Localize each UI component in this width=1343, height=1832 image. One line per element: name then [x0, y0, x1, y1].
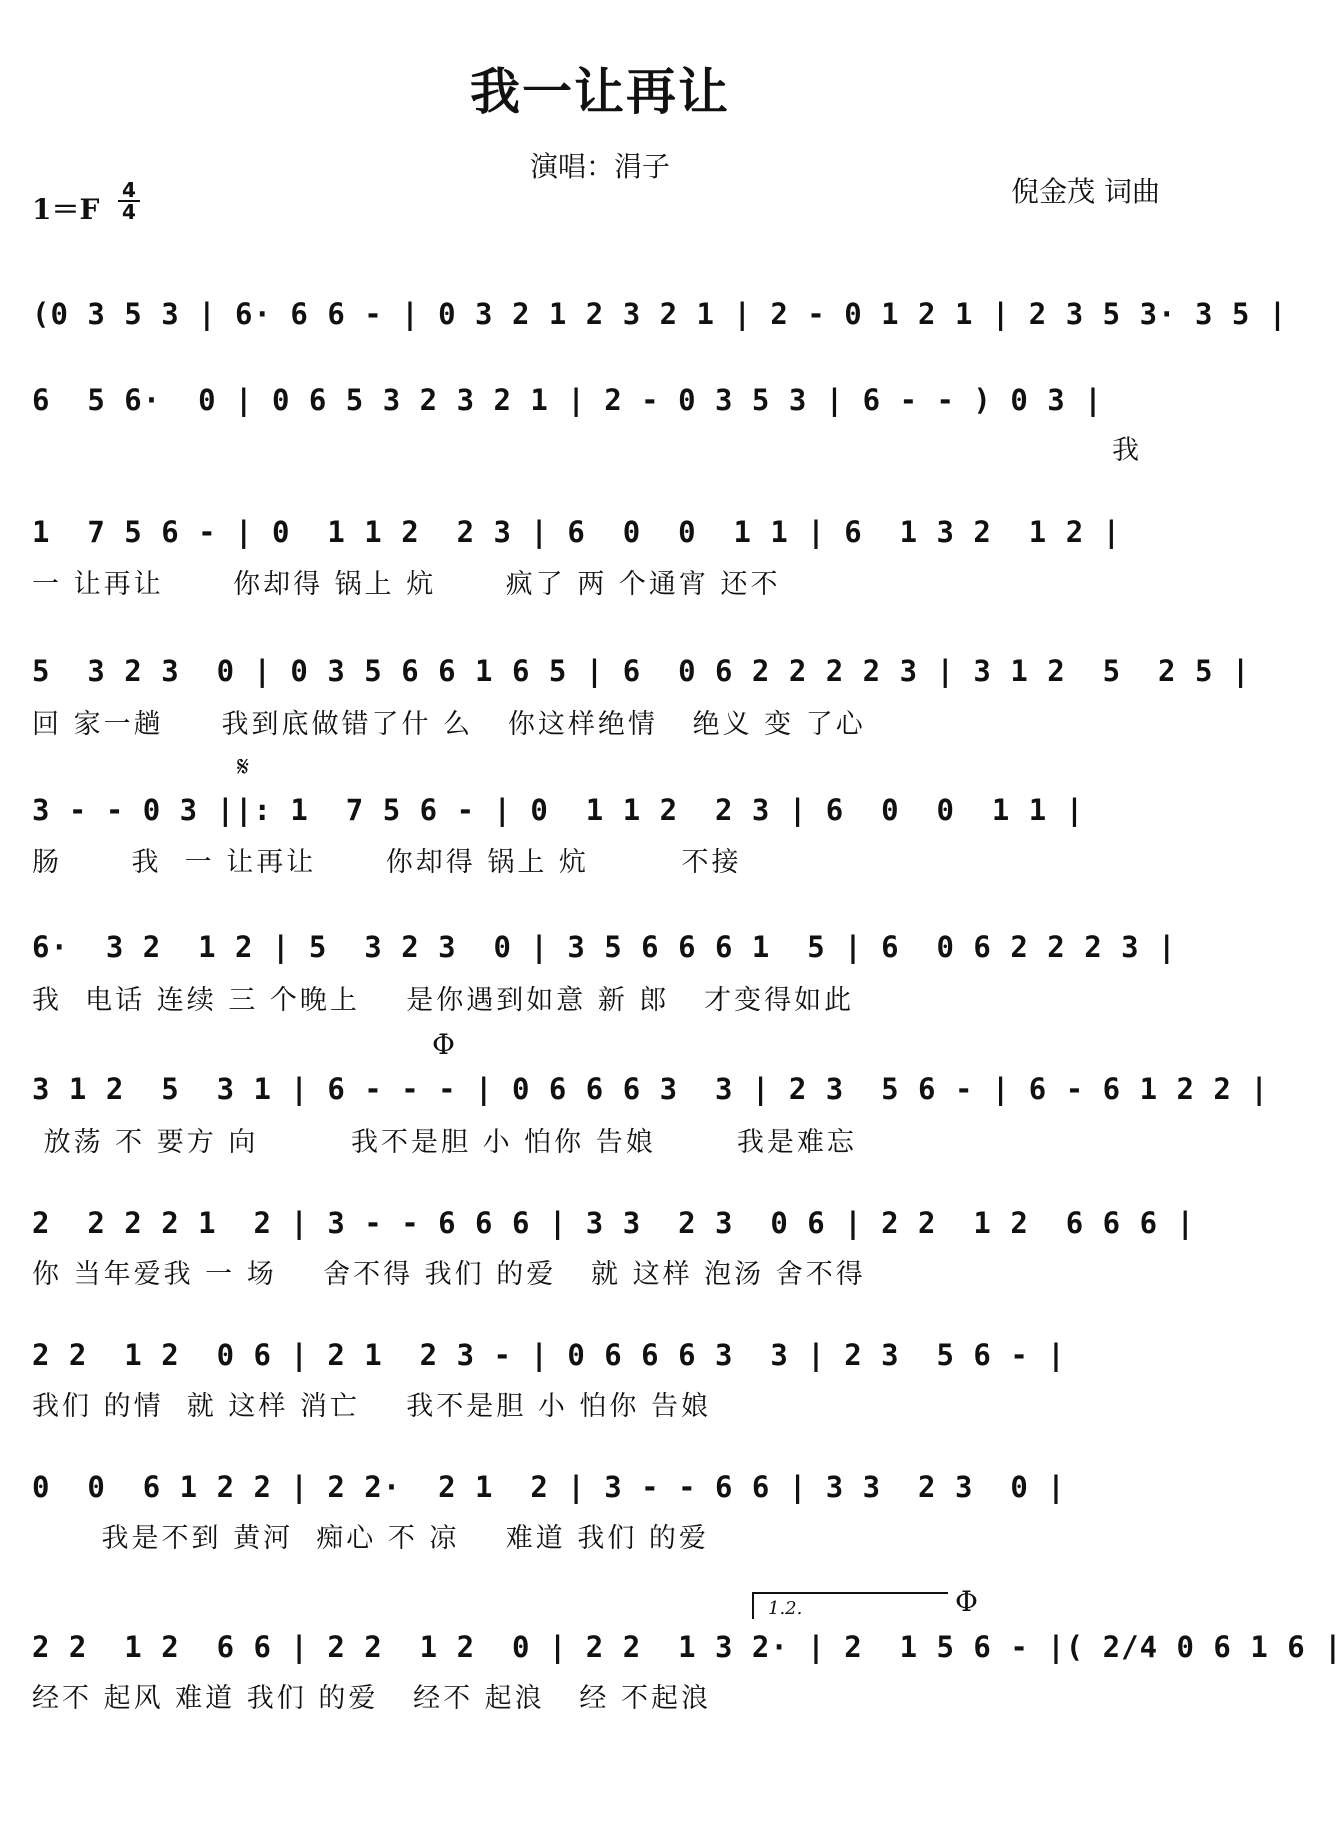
system-5-notes: 3 - - 0 3 ||: 1 7 5 6 - | 0 1 1 2 2 3 | 6 0 0 1 1 | — [32, 793, 1085, 827]
system-6-notes: 6· 3 2 1 2 | 5 3 2 3 0 | 3 5 6 6 6 1 5 | 6 0 6 2 2 2 3 | — [32, 930, 1177, 964]
coda-mark: Φ — [432, 1028, 455, 1061]
coda-mark-end: Φ — [955, 1585, 978, 1618]
system-2-notes: 6 5 6· 0 | 0 6 5 3 2 3 2 1 | 2 - 0 3 5 3 | 6 - - ) 0 3 | — [32, 383, 1103, 417]
key-signature: 1＝F — [32, 193, 100, 226]
system-3-lyrics: 一 让再让 你却得 锅上 炕 疯了 两 个通宵 还不 — [32, 569, 781, 600]
volta-bracket: 1.2. — [752, 1592, 948, 1619]
system-10-notes: 0 0 6 1 2 2 | 2 2· 2 1 2 | 3 - - 6 6 | 3 3 2 3 0 | — [32, 1470, 1066, 1504]
time-signature — [118, 180, 140, 222]
system-4-notes: 5 3 2 3 0 | 0 3 5 6 6 1 6 5 | 6 0 6 2 2 2 2 3 | 3 1 2 5 2 5 | — [32, 654, 1251, 688]
time-signature-denominator: 4 — [122, 200, 136, 224]
time-signature-numerator: 4 — [118, 180, 140, 202]
system-5-lyrics: 肠 我 一 让再让 你却得 锅上 炕 不接 — [32, 847, 742, 878]
system-2-lyrics: 我 — [1112, 435, 1142, 466]
system-8-lyrics: 你 当年爱我 一 场 舍不得 我们 的爱 就 这样 泡汤 舍不得 — [32, 1259, 866, 1290]
system-9-lyrics: 我们 的情 就 这样 消亡 我不是胆 小 怕你 告娘 — [32, 1391, 711, 1422]
system-11-notes: 2 2 1 2 6 6 | 2 2 1 2 0 | 2 2 1 3 2· | 2 1 5 6 - |( 2/4 0 6 1 6 | — [32, 1630, 1343, 1664]
system-3-notes: 1 7 5 6 - | 0 1 1 2 2 3 | 6 0 0 1 1 | 6 1 3 2 1 2 | — [32, 515, 1122, 549]
system-11-lyrics: 经不 起风 难道 我们 的爱 经不 起浪 经 不起浪 — [32, 1683, 711, 1714]
composer-credit: 倪金茂 词曲 — [1011, 175, 1160, 208]
singer-credit: 演唱：涓子 — [529, 150, 670, 183]
segno-mark: 𝄋 — [237, 750, 250, 783]
system-7-lyrics: 放荡 不 要方 向 我不是胆 小 怕你 告娘 我是难忘 — [32, 1127, 857, 1158]
system-4-lyrics: 回 家一趟 我到底做错了什 么 你这样绝情 绝义 变 了心 — [32, 709, 866, 740]
system-10-lyrics: 我是不到 黄河 痴心 不 凉 难道 我们 的爱 — [32, 1523, 709, 1554]
system-7-notes: 3 1 2 5 3 1 | 6 - - - | 0 6 6 6 3 3 | 2 3 5 6 - | 6 - 6 1 2 2 | — [32, 1072, 1269, 1106]
system-9-notes: 2 2 1 2 0 6 | 2 1 2 3 - | 0 6 6 6 3 3 | 2 3 5 6 - | — [32, 1338, 1066, 1372]
song-title: 我一让再让 — [470, 62, 730, 121]
system-6-lyrics: 我 电话 连续 三 个晚上 是你遇到如意 新 郎 才变得如此 — [32, 985, 855, 1016]
system-8-notes: 2 2 2 2 1 2 | 3 - - 6 6 6 | 3 3 2 3 0 6 | 2 2 1 2 6 6 6 | — [32, 1206, 1195, 1240]
system-1-notes: (0 3 5 3 | 6· 6 6 - | 0 3 2 1 2 3 2 1 | 2 - 0 1 2 1 | 2 3 5 3· 3 5 | — [32, 297, 1288, 331]
